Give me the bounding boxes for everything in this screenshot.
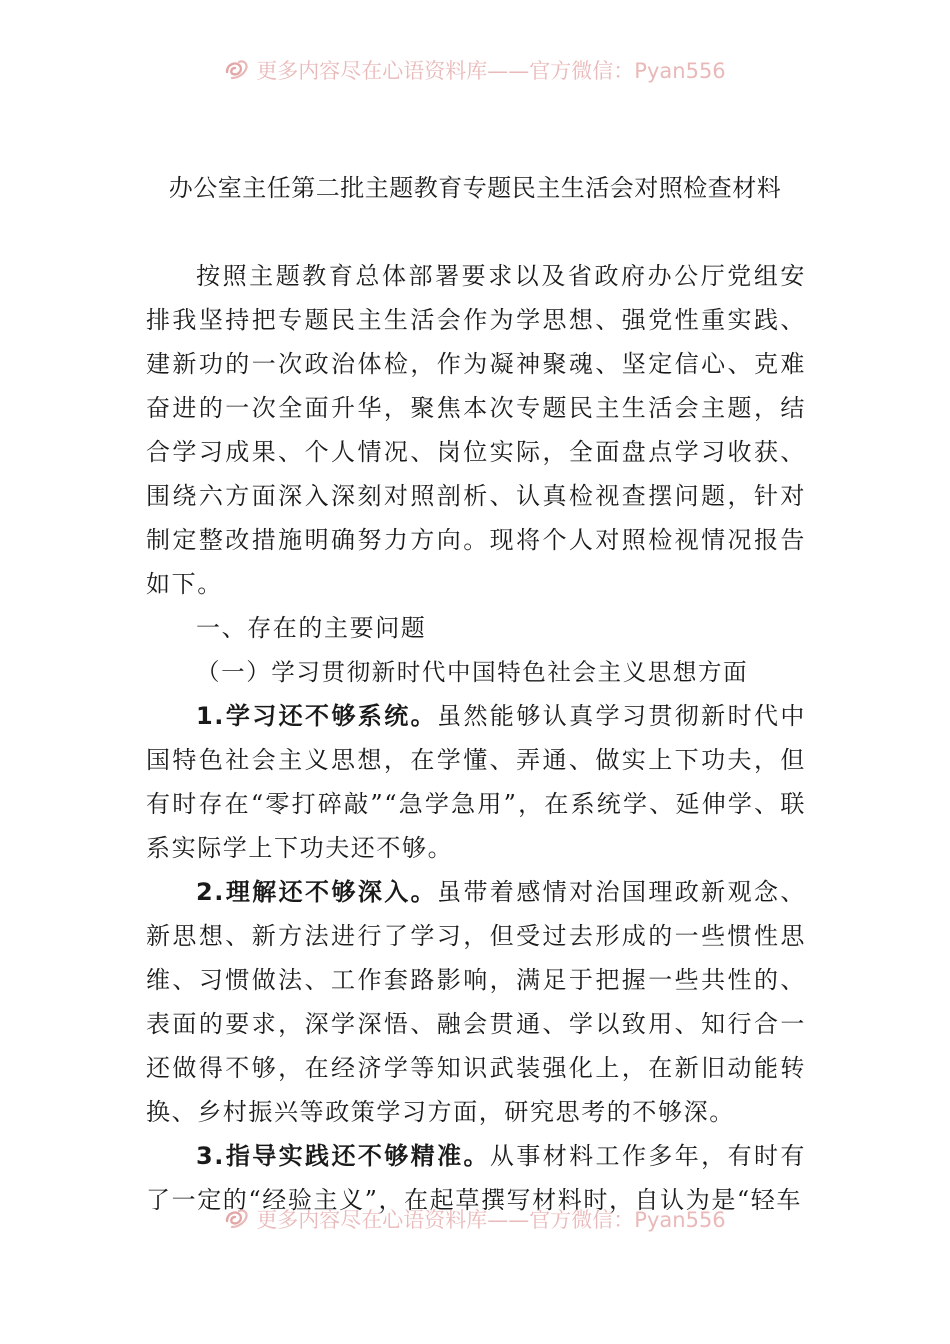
item-body: 从事材料工作多年，有时有了一定的“经验主义”，在起草撰写材料时，自认为是“轻车 — [146, 1142, 806, 1214]
item-lead: 3.指导实践还不够精准。 — [196, 1142, 490, 1170]
item-lead: 2.理解还不够深入。 — [196, 878, 438, 906]
document-title: 办公室主任第二批主题教育专题民主生活会对照检查材料 — [168, 174, 782, 202]
item-lead: 1.学习还不够系统。 — [196, 702, 438, 730]
watermark-text: 更多内容尽在心语资料库——官方微信：Pyan556 — [256, 1208, 726, 1232]
intro-paragraph: 按照主题教育总体部署要求以及省政府办公厅党组安排我坚持把专题民主生活会作为学思想、强党性重实践、建新功的一次政治体检，作为凝神聚魂、坚定信心、克难奋进的一次全面升华，聚焦本次专题民主生活会主题，结合学习成果、个人情况、岗位实际，全面盘点学习收获、围绕六方面深入深刻对照剖析、认真检视查摆问题，针对制定整改措施明确努力方向。现将个人对照检视情况报告如下。 — [146, 262, 806, 598]
item-body: 虽带着感情对治国理政新观念、新思想、新方法进行了学习，但受过去形成的一些惯性思维、习惯做法、工作套路影响，满足于把握一些共性的、表面的要求，深学深悟、融会贯通、学以致用、知行合一还做得不够，在经济学等知识武装强化上，在新旧动能转换、乡村振兴等政策学习方面，研究思考的不够深。 — [146, 878, 806, 1126]
section-heading: 一、存在的主要问题 — [196, 614, 427, 642]
list-item — [146, 870, 806, 1134]
document-body — [146, 254, 806, 1222]
watermark-top — [0, 52, 950, 92]
watermark-logo-icon — [224, 53, 250, 93]
subsection-heading: （一）学习贯彻新时代中国特色社会主义思想方面 — [196, 658, 749, 686]
item-body: 虽然能够认真学习贯彻新时代中国特色社会主义思想，在学懂、弄通、做实上下功夫，但有时存在“零打碎敲”“急学急用”，在系统学、延伸学、联系实际学上下功夫还不够。 — [146, 702, 806, 862]
watermark-bottom — [0, 1201, 950, 1241]
watermark-logo-icon — [224, 1202, 250, 1242]
watermark-text: 更多内容尽在心语资料库——官方微信：Pyan556 — [256, 59, 726, 83]
list-item — [146, 694, 806, 870]
